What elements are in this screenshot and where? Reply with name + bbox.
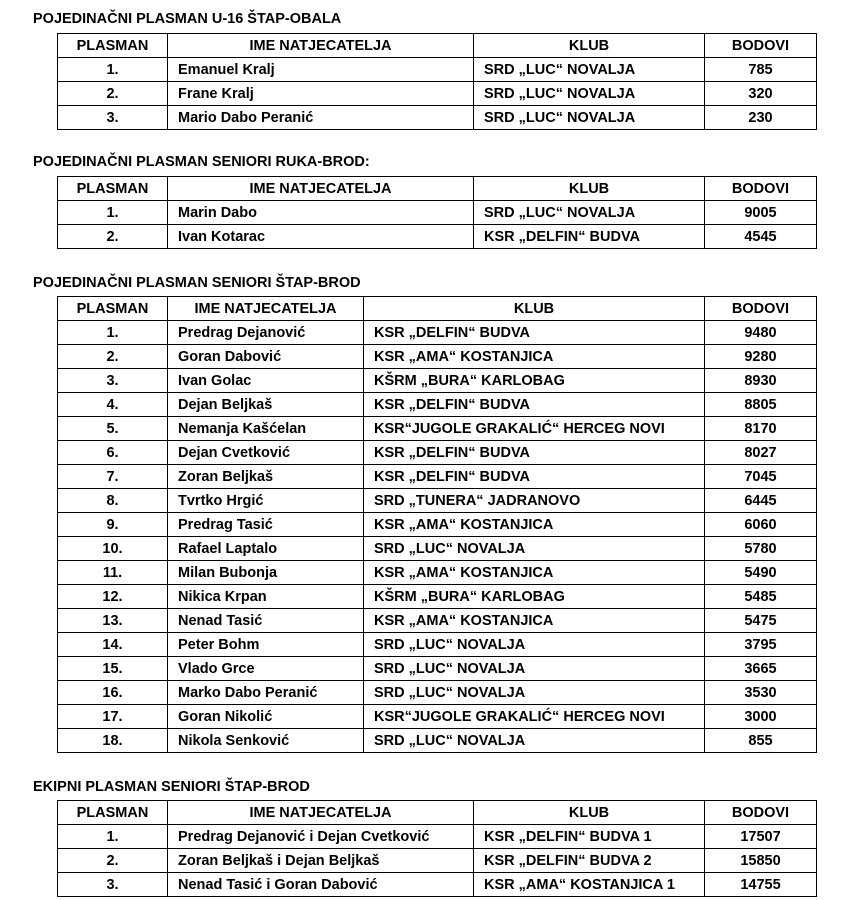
header-plasman: PLASMAN [58, 801, 168, 825]
cell-klub: SRD „LUC“ NOVALJA [364, 657, 705, 681]
table-row [58, 106, 817, 130]
cell-ime: Emanuel Kralj [168, 58, 474, 82]
table-row [58, 585, 817, 609]
table-row [58, 321, 817, 345]
cell-plasman: 1. [58, 825, 168, 849]
cell-plasman: 14. [58, 633, 168, 657]
cell-ime: Ivan Golac [168, 369, 364, 393]
cell-klub: SRD „LUC“ NOVALJA [364, 633, 705, 657]
cell-bodovi: 855 [705, 729, 817, 753]
cell-plasman: 11. [58, 561, 168, 585]
cell-bodovi: 9280 [705, 345, 817, 369]
cell-ime: Dejan Beljkaš [168, 393, 364, 417]
cell-plasman: 4. [58, 393, 168, 417]
table-row [58, 393, 817, 417]
cell-bodovi: 3795 [705, 633, 817, 657]
cell-ime: Goran Dabović [168, 345, 364, 369]
cell-bodovi: 3665 [705, 657, 817, 681]
cell-bodovi: 230 [705, 106, 817, 130]
header-plasman: PLASMAN [58, 34, 168, 58]
cell-ime: Nenad Tasić [168, 609, 364, 633]
cell-bodovi: 14755 [705, 873, 817, 897]
cell-klub: KSR „DELFIN“ BUDVA 2 [474, 849, 705, 873]
results-table-u16 [57, 33, 817, 130]
cell-plasman: 3. [58, 106, 168, 130]
cell-ime: Dejan Cvetković [168, 441, 364, 465]
cell-plasman: 5. [58, 417, 168, 441]
header-bodovi: BODOVI [705, 34, 817, 58]
section-title-u16: POJEDINAČNI PLASMAN U-16 ŠTAP-OBALA [33, 11, 342, 27]
cell-plasman: 9. [58, 513, 168, 537]
section-title-ruka-brod: POJEDINAČNI PLASMAN SENIORI RUKA-BROD: [33, 154, 370, 170]
table-header-row [58, 177, 817, 201]
table-row [58, 657, 817, 681]
cell-ime: Predrag Tasić [168, 513, 364, 537]
cell-klub: SRD „LUC“ NOVALJA [474, 58, 705, 82]
header-klub: KLUB [364, 297, 705, 321]
cell-ime: Nikica Krpan [168, 585, 364, 609]
results-table-ruka-brod [57, 176, 817, 249]
cell-klub: KSR „AMA“ KOSTANJICA [364, 345, 705, 369]
table-row [58, 58, 817, 82]
table-row [58, 681, 817, 705]
table-row [58, 825, 817, 849]
header-klub: KLUB [474, 801, 705, 825]
header-ime: IME NATJECATELJA [168, 801, 474, 825]
cell-plasman: 18. [58, 729, 168, 753]
table-row [58, 441, 817, 465]
cell-ime: Mario Dabo Peranić [168, 106, 474, 130]
cell-bodovi: 5490 [705, 561, 817, 585]
cell-bodovi: 5485 [705, 585, 817, 609]
cell-plasman: 16. [58, 681, 168, 705]
header-ime: IME NATJECATELJA [168, 297, 364, 321]
cell-klub: SRD „LUC“ NOVALJA [474, 106, 705, 130]
cell-klub: KŠRM „BURA“ KARLOBAG [364, 369, 705, 393]
cell-bodovi: 5780 [705, 537, 817, 561]
cell-plasman: 1. [58, 321, 168, 345]
cell-klub: KSR „AMA“ KOSTANJICA [364, 513, 705, 537]
header-plasman: PLASMAN [58, 177, 168, 201]
cell-bodovi: 8805 [705, 393, 817, 417]
cell-klub: KSR“JUGOLE GRAKALIĆ“ HERCEG NOVI [364, 705, 705, 729]
cell-plasman: 10. [58, 537, 168, 561]
cell-ime: Tvrtko Hrgić [168, 489, 364, 513]
results-table-stap-brod [57, 296, 817, 753]
header-plasman: PLASMAN [58, 297, 168, 321]
cell-klub: KSR „DELFIN“ BUDVA [364, 465, 705, 489]
table-row [58, 369, 817, 393]
cell-bodovi: 4545 [705, 225, 817, 249]
cell-bodovi: 8027 [705, 441, 817, 465]
cell-plasman: 2. [58, 225, 168, 249]
cell-bodovi: 8930 [705, 369, 817, 393]
cell-ime: Zoran Beljkaš [168, 465, 364, 489]
header-klub: KLUB [474, 177, 705, 201]
cell-klub: KSR „AMA“ KOSTANJICA [364, 609, 705, 633]
cell-plasman: 1. [58, 58, 168, 82]
cell-plasman: 2. [58, 849, 168, 873]
cell-klub: SRD „TUNERA“ JADRANOVO [364, 489, 705, 513]
section-title-stap-brod: POJEDINAČNI PLASMAN SENIORI ŠTAP-BROD [33, 275, 361, 291]
cell-bodovi: 9005 [705, 201, 817, 225]
cell-ime: Goran Nikolić [168, 705, 364, 729]
cell-bodovi: 7045 [705, 465, 817, 489]
cell-plasman: 8. [58, 489, 168, 513]
header-bodovi: BODOVI [705, 297, 817, 321]
table-row [58, 417, 817, 441]
cell-ime: Nenad Tasić i Goran Dabović [168, 873, 474, 897]
cell-ime: Zoran Beljkaš i Dejan Beljkaš [168, 849, 474, 873]
cell-klub: KSR „DELFIN“ BUDVA [364, 441, 705, 465]
table-row [58, 345, 817, 369]
cell-plasman: 7. [58, 465, 168, 489]
table-row [58, 705, 817, 729]
cell-bodovi: 785 [705, 58, 817, 82]
cell-ime: Marin Dabo [168, 201, 474, 225]
cell-klub: SRD „LUC“ NOVALJA [364, 681, 705, 705]
cell-bodovi: 3000 [705, 705, 817, 729]
table-row [58, 609, 817, 633]
cell-ime: Marko Dabo Peranić [168, 681, 364, 705]
header-klub: KLUB [474, 34, 705, 58]
cell-klub: KŠRM „BURA“ KARLOBAG [364, 585, 705, 609]
cell-bodovi: 17507 [705, 825, 817, 849]
cell-bodovi: 6060 [705, 513, 817, 537]
results-table-ekipni [57, 800, 817, 897]
cell-plasman: 3. [58, 369, 168, 393]
cell-klub: KSR „DELFIN“ BUDVA [474, 225, 705, 249]
cell-bodovi: 320 [705, 82, 817, 106]
table-row [58, 537, 817, 561]
cell-klub: KSR „AMA“ KOSTANJICA [364, 561, 705, 585]
cell-klub: KSR „DELFIN“ BUDVA 1 [474, 825, 705, 849]
table-row [58, 201, 817, 225]
cell-klub: SRD „LUC“ NOVALJA [364, 729, 705, 753]
cell-plasman: 15. [58, 657, 168, 681]
header-ime: IME NATJECATELJA [168, 177, 474, 201]
cell-bodovi: 6445 [705, 489, 817, 513]
table-row [58, 513, 817, 537]
cell-plasman: 1. [58, 201, 168, 225]
table-row [58, 82, 817, 106]
table-row [58, 465, 817, 489]
table-row [58, 873, 817, 897]
table-row [58, 489, 817, 513]
cell-ime: Predrag Dejanović [168, 321, 364, 345]
cell-bodovi: 15850 [705, 849, 817, 873]
cell-klub: SRD „LUC“ NOVALJA [474, 201, 705, 225]
cell-bodovi: 3530 [705, 681, 817, 705]
table-row [58, 225, 817, 249]
table-header-row [58, 34, 817, 58]
section-title-ekipni: EKIPNI PLASMAN SENIORI ŠTAP-BROD [33, 779, 310, 795]
cell-klub: KSR „DELFIN“ BUDVA [364, 321, 705, 345]
cell-ime: Peter Bohm [168, 633, 364, 657]
header-bodovi: BODOVI [705, 801, 817, 825]
cell-bodovi: 9480 [705, 321, 817, 345]
cell-klub: SRD „LUC“ NOVALJA [364, 537, 705, 561]
cell-klub: SRD „LUC“ NOVALJA [474, 82, 705, 106]
cell-bodovi: 5475 [705, 609, 817, 633]
cell-ime: Rafael Laptalo [168, 537, 364, 561]
cell-plasman: 17. [58, 705, 168, 729]
cell-plasman: 12. [58, 585, 168, 609]
cell-plasman: 13. [58, 609, 168, 633]
cell-ime: Nemanja Kašćelan [168, 417, 364, 441]
table-header-row [58, 297, 817, 321]
cell-ime: Ivan Kotarac [168, 225, 474, 249]
cell-ime: Predrag Dejanović i Dejan Cvetković [168, 825, 474, 849]
cell-klub: KSR „AMA“ KOSTANJICA 1 [474, 873, 705, 897]
cell-ime: Vlado Grce [168, 657, 364, 681]
results-table-stap-brod-body [58, 321, 817, 753]
cell-ime: Frane Kralj [168, 82, 474, 106]
cell-ime: Milan Bubonja [168, 561, 364, 585]
table-header-row [58, 801, 817, 825]
header-bodovi: BODOVI [705, 177, 817, 201]
cell-bodovi: 8170 [705, 417, 817, 441]
table-row [58, 729, 817, 753]
cell-plasman: 3. [58, 873, 168, 897]
cell-klub: KSR“JUGOLE GRAKALIĆ“ HERCEG NOVI [364, 417, 705, 441]
cell-plasman: 6. [58, 441, 168, 465]
cell-klub: KSR „DELFIN“ BUDVA [364, 393, 705, 417]
table-row [58, 633, 817, 657]
table-row [58, 849, 817, 873]
cell-plasman: 2. [58, 82, 168, 106]
table-row [58, 561, 817, 585]
cell-ime: Nikola Senković [168, 729, 364, 753]
header-ime: IME NATJECATELJA [168, 34, 474, 58]
cell-plasman: 2. [58, 345, 168, 369]
